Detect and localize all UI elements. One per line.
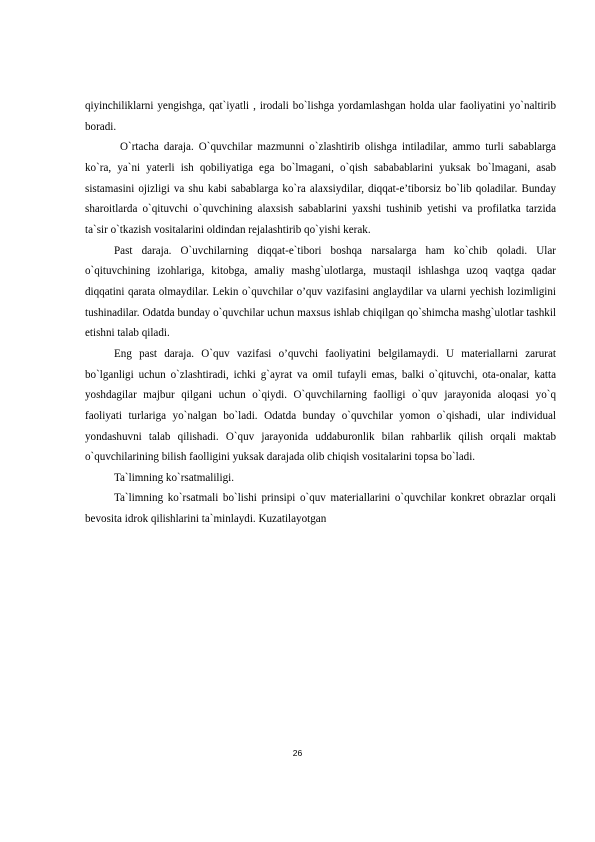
section-heading-visuality: Ta`limning ko`rsatmaliligi. [114, 471, 234, 484]
document-body [85, 96, 556, 530]
paragraph-low-level: Past daraja. O`uvchilarning diqqat-e`tibori boshqa narsalarga ham ko`chib qoladi. Ular o`qituvchining izohlariga, kitobga, amaliy mashg`ulotlarga, mustaqil ishlashga uzoq vaqtga qadar diqqatini qarata olmaydilar. Lekin o`quvchilar o’quv vazifasini anglaydilar va ularni yechish lozimligini tushinadilar. Odatda bunday o`quvchilar uchun maxsus ishlab chiqilgan qo`shimcha mashg`ulotlar tashkil etishni talab qiladi. [85, 244, 556, 340]
paragraph-continuation: qiyinchiliklarni yengishga, qat`iyatli , irodali bo`lishga yordamlashgan holda ular faoliyatini yo`naltirib boradi. [85, 100, 556, 133]
paragraph-visuality-principle: Ta`limning ko`rsatmali bo`lishi prinsipi o`quv materiallarini o`quvchilar konkret obrazlar orqali bevosita idrok qilishlarini ta`minlaydi. Kuzatilayotgan [85, 492, 556, 526]
page-number: 26 [292, 748, 303, 758]
paragraph-medium-level: O`rtacha daraja. O`quvchilar mazmunni o`zlashtirib olishga intiladilar, ammo turli sabablarga ko`ra, ya`ni yaterli ish qobiliyatiga ega bo`lmagani, o`qish sababablarini yuksak bo`lmagani, asab sistamasini ojizligi va shu kabi sabablarga ko`ra alaxsiydilar, diqqat-e’tiborsiz bo`lib qoladilar. Bunday sharoitlarda o`qituvchi o`quvchining alaxsish sabablarini yaxshi tushinib yetishi va profilatka tarzida ta`sir o`tkazish vositalarini oldindan rejalashtirib qo`yishi kerak. [85, 141, 556, 236]
paragraph-lowest-level: Eng past daraja. O`quv vazifasi o’quvchi faoliyatini belgilamaydi. U materiallarni zarurat bo`lganligi uchun o`zlashtiradi, ichki g`ayrat va omil tufayli emas, balki o`qituvchi, ota-onalar, katta yoshdagilar majbur qilgani uchun o`qiydi. O`quvchilarning faolligi o`quv jarayonida aloqasi yo`q faoliyati turlariga yo`nalgan bo`ladi. Odatda bunday o`quvchilar yomon o`qishadi, ular individual yondashuvni talab qilishadi. O`quv jarayonida uddaburonlik bilan rahbarlik qilish orqali maktab o`quvchilarining bilish faolligini yuksak darajada olib chiqish vositalarini topsa bo`ladi. [85, 347, 556, 464]
